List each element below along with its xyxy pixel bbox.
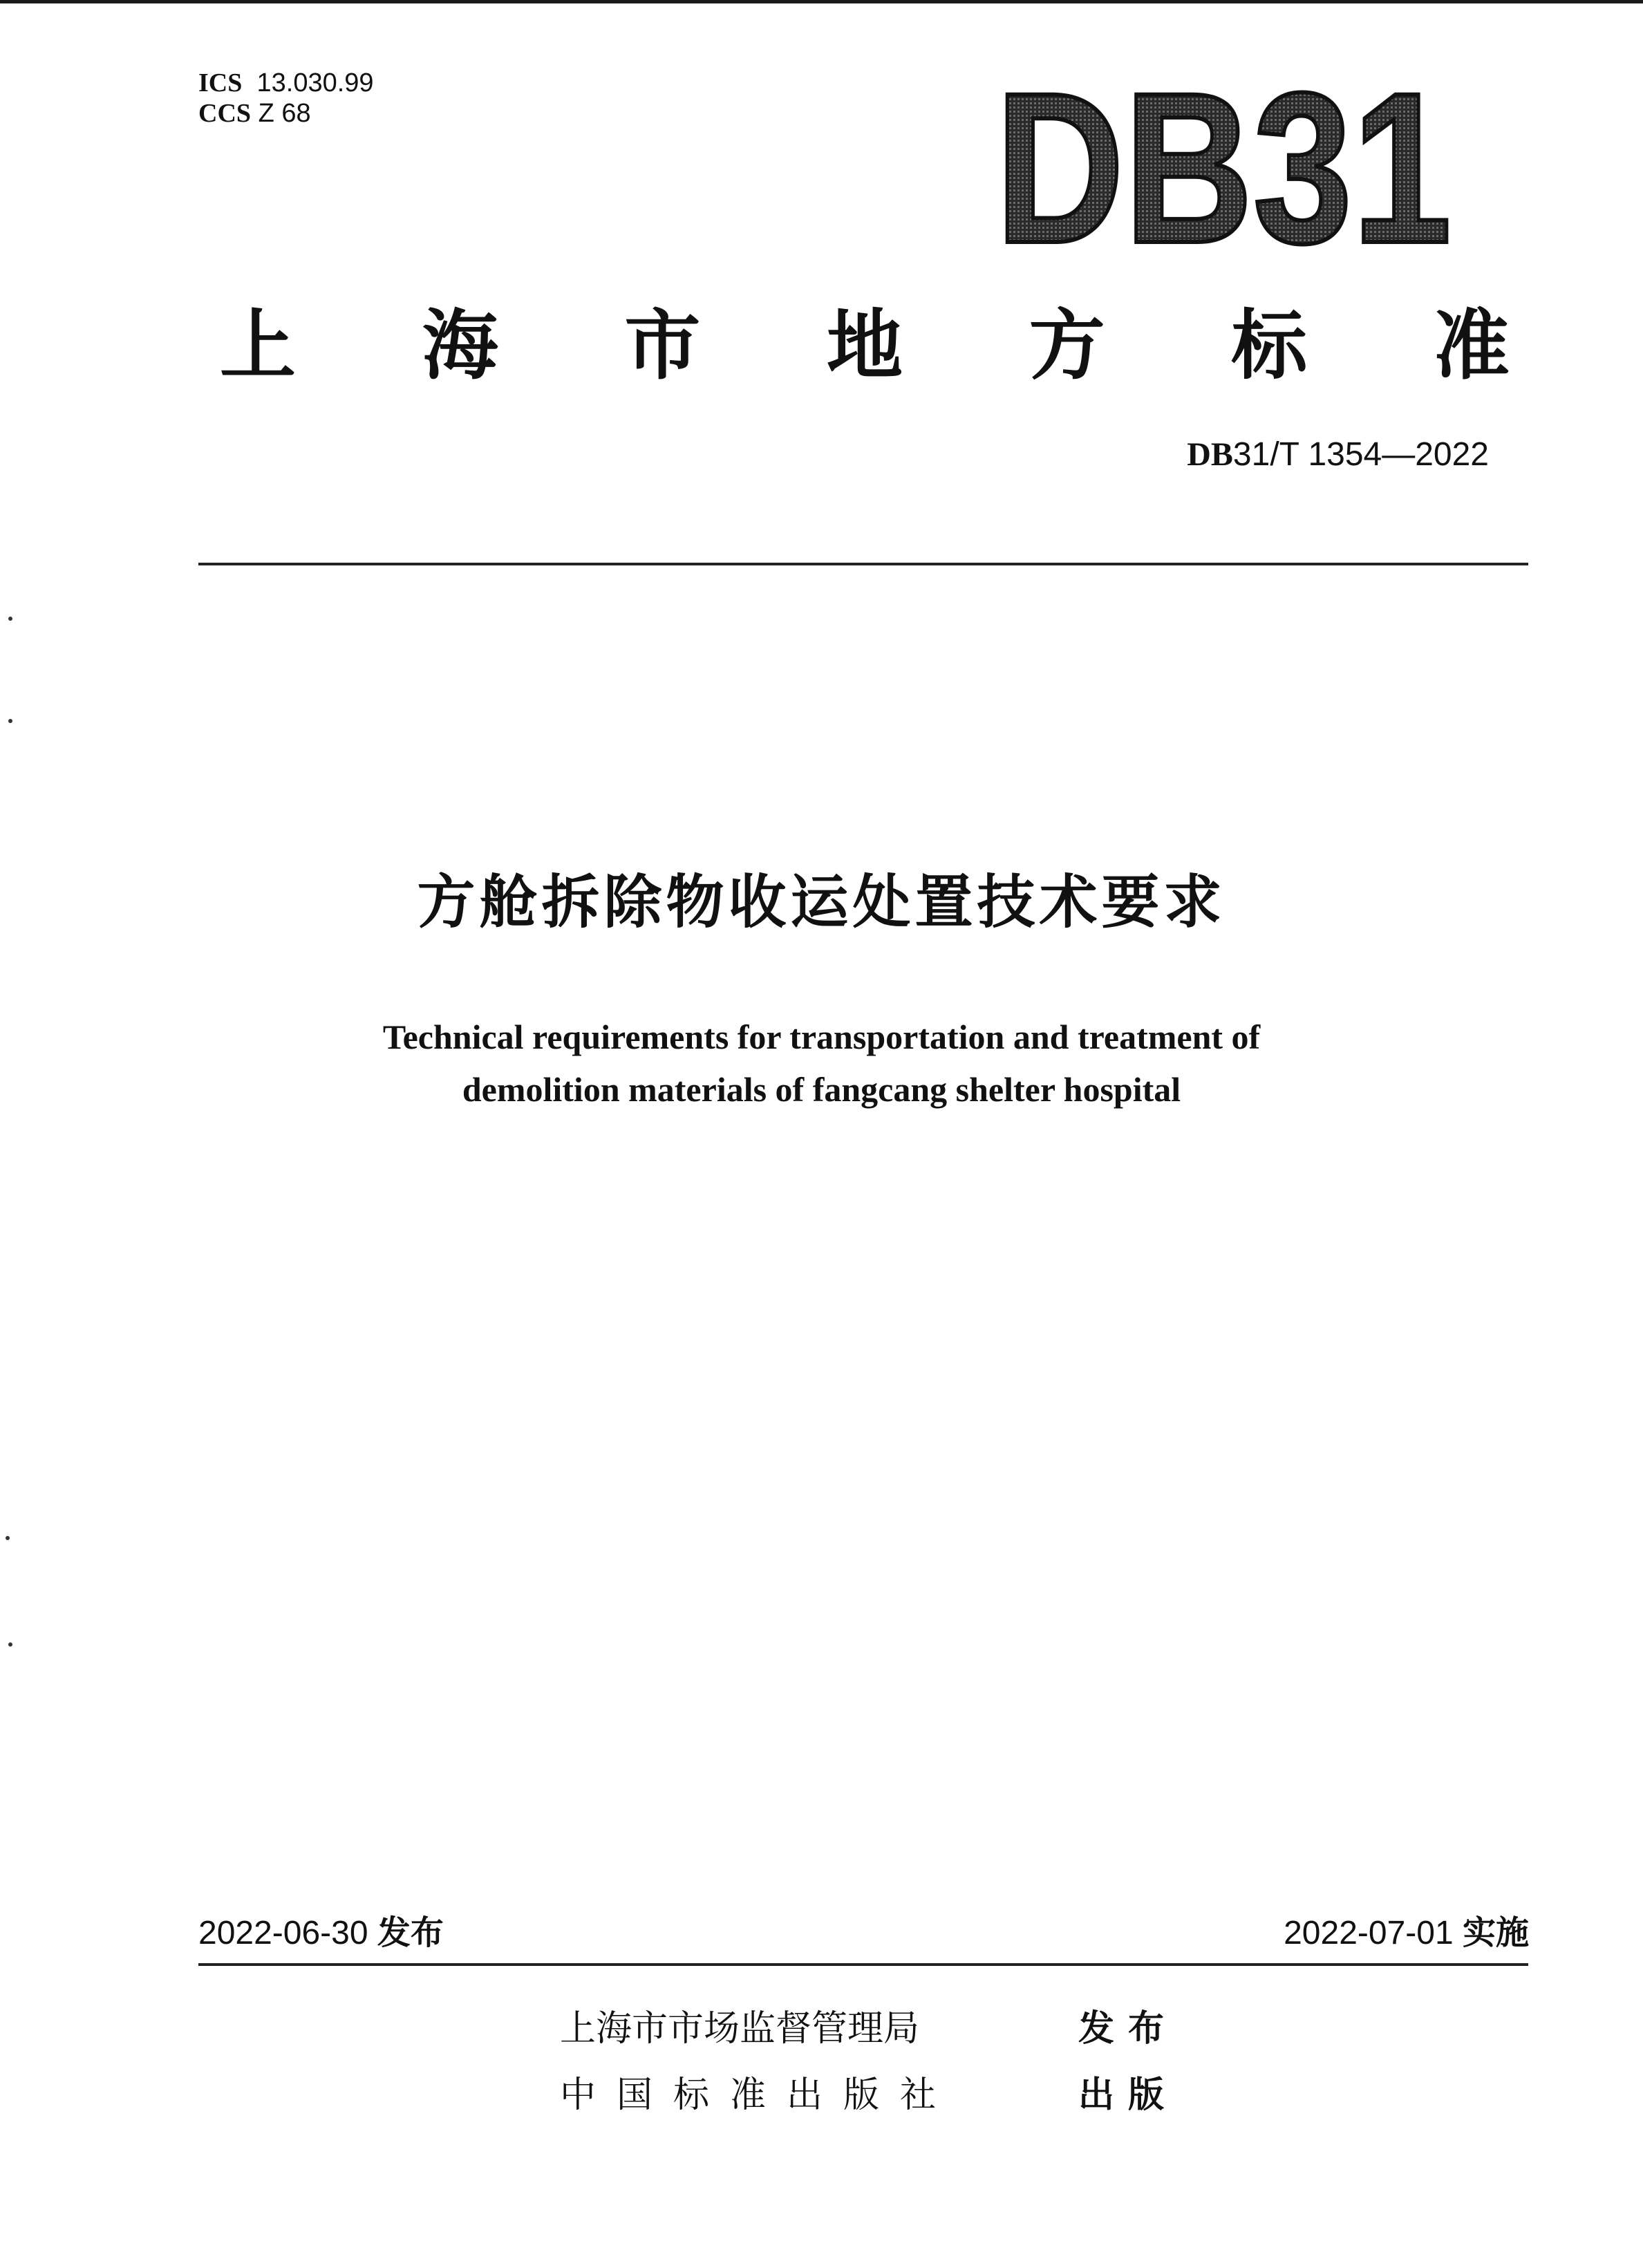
category-char: 市 [624,301,701,390]
publisher-name: 中国标准出版社 [560,2074,957,2116]
standard-number-prefix: DB [1187,436,1233,473]
scan-mark [6,1536,10,1540]
release-date-suffix: 发布 [377,1913,444,1952]
document-title-english [0,1011,1643,1116]
implementation-date-suffix: 实施 [1462,1913,1529,1952]
standard-number [1187,435,1489,474]
top-border [0,0,1643,3]
ics-value: 13.030.99 [256,68,374,97]
db31-logo [988,48,1458,288]
english-title-line: demolition materials of fangcang shelter hospital [462,1070,1181,1109]
implementation-date-value: 2022-07-01 [1284,1915,1454,1951]
ccs-code [198,98,374,129]
standard-category [220,301,1510,391]
category-char: 准 [1433,301,1510,390]
release-date-value: 2022-06-30 [198,1915,368,1951]
standard-number-rest: 31/T 1354—2022 [1232,436,1489,473]
category-char: 海 [422,301,498,390]
classification-codes [198,68,374,129]
ics-label: ICS [198,68,243,97]
category-char: 方 [1029,301,1105,390]
scan-mark [8,1642,12,1647]
publisher-row [560,2005,1178,2053]
category-char: 上 [220,301,296,390]
logo-text: DB31 [995,48,1452,288]
publisher-role: 发布 [1078,2008,1179,2050]
implementation-date [1284,1911,1529,1956]
publisher-row [560,2071,1178,2119]
ccs-value: Z 68 [258,99,311,128]
english-title-line: Technical requirements for transportation and treatment of [382,1018,1261,1056]
scan-mark [8,719,12,723]
scan-mark [8,617,12,621]
document-title-chinese: 方舱拆除物收运处置技术要求 [417,868,1226,936]
publisher-role: 出版 [1078,2074,1179,2116]
ccs-label: CCS [198,99,252,128]
category-char: 地 [826,301,903,390]
release-date [198,1911,444,1956]
publisher-name: 上海市市场监督管理局 [560,2008,920,2050]
footer-divider [198,1963,1528,1966]
category-char: 标 [1231,301,1308,390]
ics-code [198,68,374,98]
header-divider [198,563,1528,565]
